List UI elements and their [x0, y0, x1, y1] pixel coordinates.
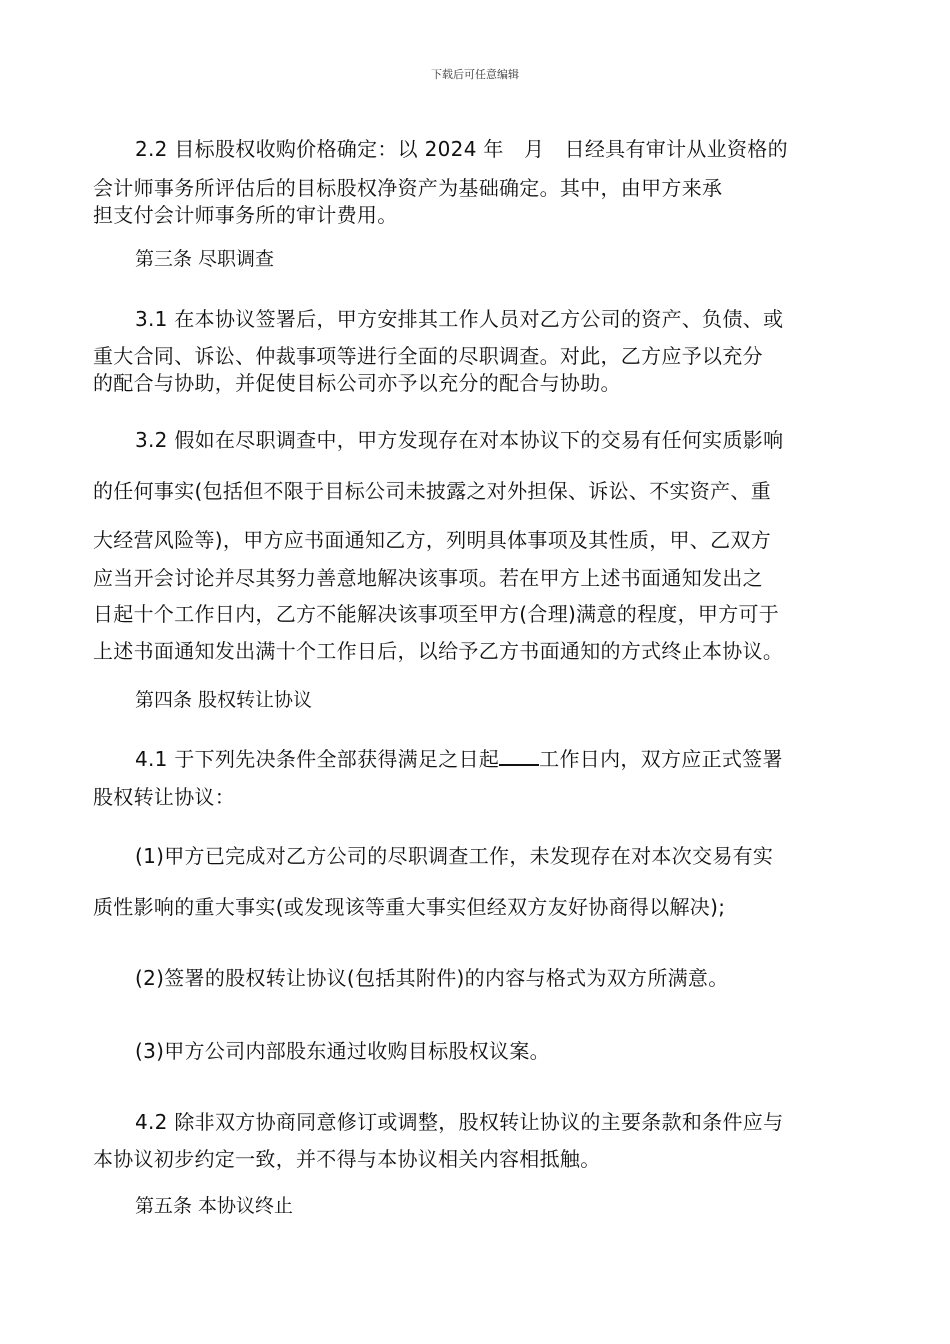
- article-3-heading: 第三条 尽职调查: [135, 248, 275, 270]
- paragraph-3-2-line-4: 应当开会讨论并尽其努力善意地解决该事项。若在甲方上述书面通知发出之: [93, 566, 763, 590]
- paragraph-4-1-line-1: [135, 746, 783, 772]
- paragraph-4-2-line-1: 4.2 除非双方协商同意修订或调整，股权转让协议的主要条款和条件应与: [135, 1110, 784, 1134]
- paragraph-2-2-line-1: 2.2 目标股权收购价格确定：以 2024 年 月 日经具有审计从业资格的: [135, 137, 788, 161]
- paragraph-4-1-line-2: 股权转让协议：: [93, 785, 236, 809]
- page-header: 下载后可任意编辑: [431, 68, 519, 81]
- condition-3: (3)甲方公司内部股东通过收购目标股权议案。: [135, 1039, 550, 1063]
- paragraph-3-2-line-1: 3.2 假如在尽职调查中，甲方发现存在对本协议下的交易有任何实质影响: [135, 428, 784, 452]
- paragraph-4-2-line-2: 本协议初步约定一致，并不得与本协议相关内容相抵触。: [93, 1147, 601, 1171]
- paragraph-3-2-line-5: 日起十个工作日内，乙方不能解决该事项至甲方(合理)满意的程度，甲方可于: [93, 602, 780, 626]
- paragraph-2-2-line-2: 会计师事务所评估后的目标股权净资产为基础确定。其中，由甲方来承: [93, 176, 723, 200]
- paragraph-3-1-line-2: 重大合同、诉讼、仲裁事项等进行全面的尽职调查。对此，乙方应予以充分: [93, 344, 763, 368]
- condition-2: (2)签署的股权转让协议(包括其附件)的内容与格式为双方所满意。: [135, 966, 729, 990]
- paragraph-3-1-line-3: 的配合与协助，并促使目标公司亦予以充分的配合与协助。: [93, 371, 621, 395]
- paragraph-3-2-line-2: 的任何事实(包括但不限于目标公司未披露之对外担保、诉讼、不实资产、重: [93, 479, 772, 503]
- paragraph-3-1-line-1: 3.1 在本协议签署后，甲方安排其工作人员对乙方公司的资产、负债、或: [135, 307, 784, 331]
- paragraph-4-1-text-after-blank: 工作日内，双方应正式签署: [539, 747, 783, 771]
- paragraph-3-2-line-3: 大经营风险等)，甲方应书面通知乙方，列明具体事项及其性质，甲、乙双方: [93, 528, 772, 552]
- paragraph-3-2-line-6: 上述书面通知发出满十个工作日后，以给予乙方书面通知的方式终止本协议。: [93, 639, 784, 663]
- paragraph-4-1-text-before-blank: 4.1 于下列先决条件全部获得满足之日起: [135, 747, 500, 771]
- article-4-heading: 第四条 股权转让协议: [135, 689, 313, 711]
- blank-line: [499, 746, 539, 766]
- article-5-heading: 第五条 本协议终止: [135, 1195, 294, 1217]
- condition-1-line-2: 质性影响的重大事实(或发现该等重大事实但经双方友好协商得以解决);: [93, 895, 726, 919]
- paragraph-2-2-line-3: 担支付会计师事务所的审计费用。: [93, 203, 398, 227]
- condition-1-line-1: (1)甲方已完成对乙方公司的尽职调查工作，未发现存在对本次交易有实: [135, 844, 774, 868]
